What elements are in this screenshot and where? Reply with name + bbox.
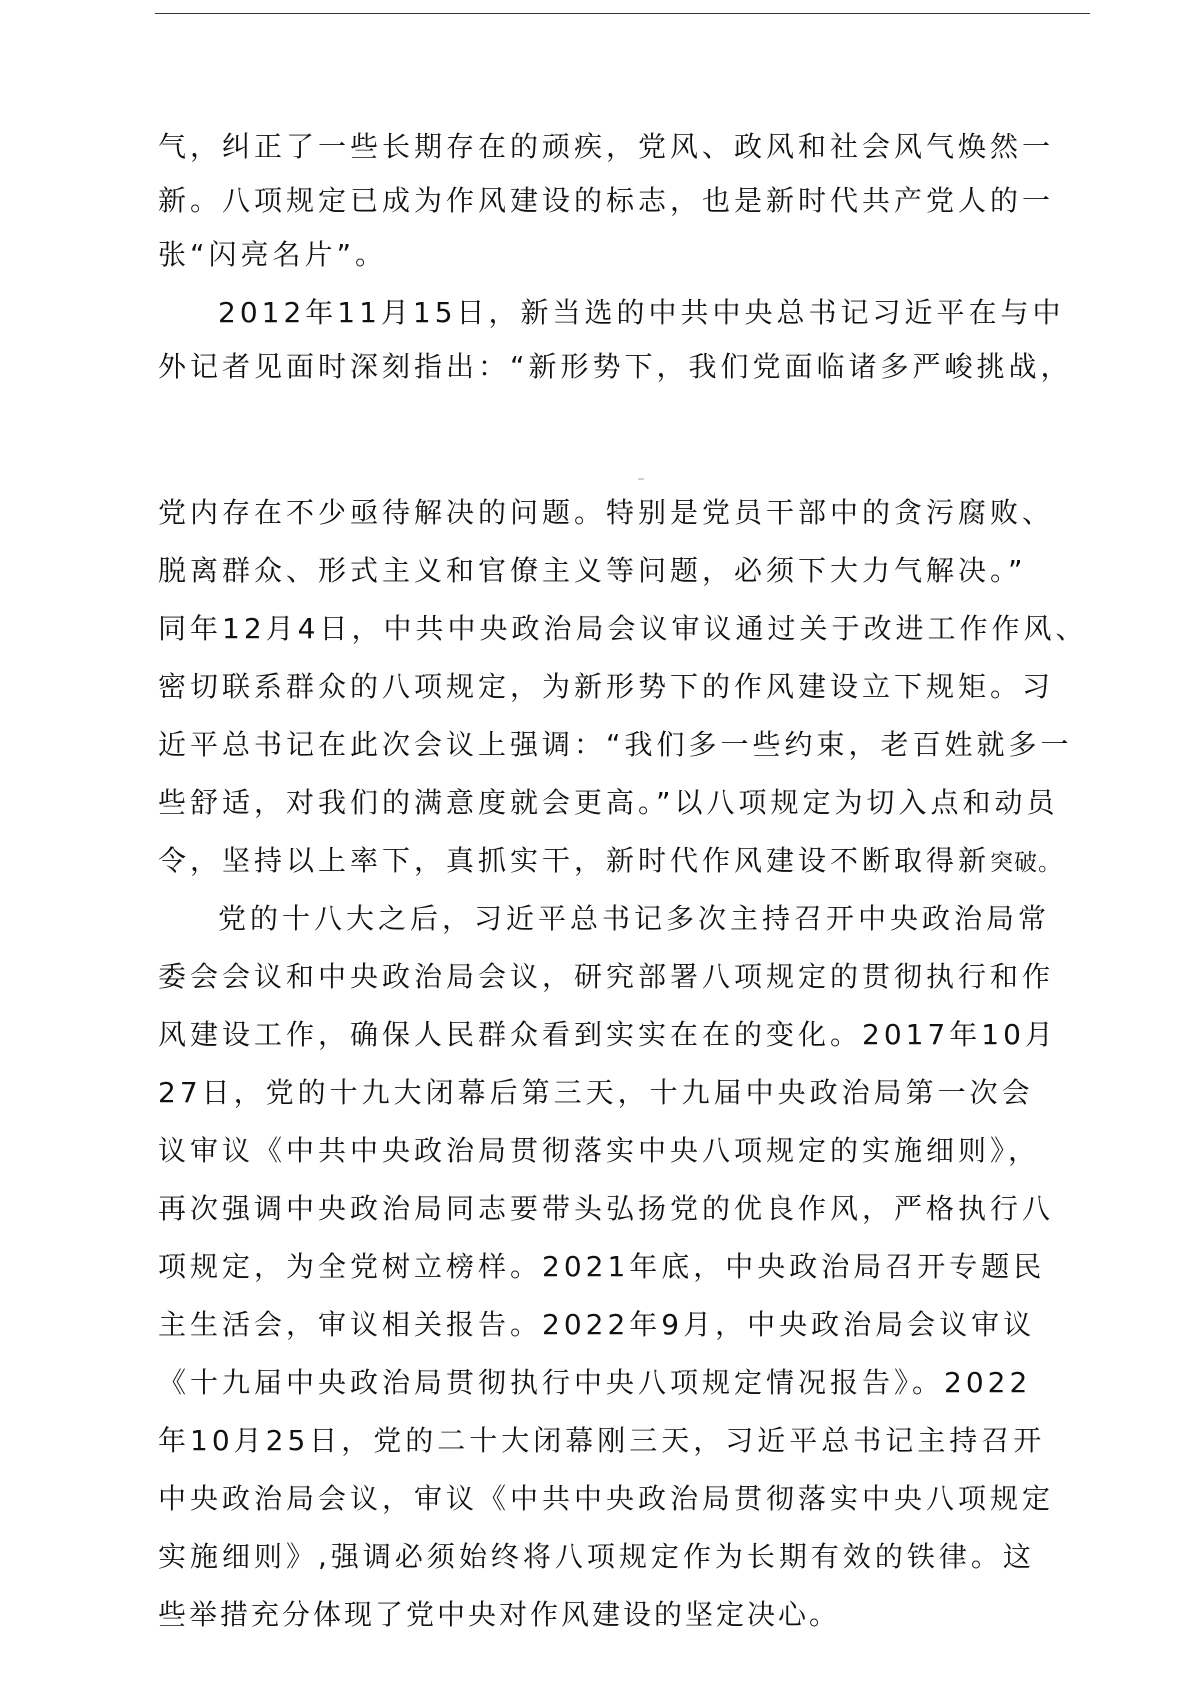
text-line: 近平总书记在此次会议上强调：“我们多一些约束，老百姓就多一 [158,728,1073,761]
text-line: 同年12月4日，中共中央政治局会议审议通过关于改进工作作风、 [158,612,1088,645]
text-line: 外记者见面时深刻指出：“新形势下，我们党面临诸多严峻挑战， [158,350,1073,383]
text-line: 2012年11月15日，新当选的中共中央总书记习近平在与中 [218,296,1065,329]
text-line: 《十九届中央政治局贯彻执行中央八项规定情况报告》。2022 [158,1366,1032,1399]
text-line: 气，纠正了一些长期存在的顽疾，党风、政风和社会风气焕然一 [158,130,1055,163]
header-rule [155,13,1090,14]
text-line: 党的十八大之后，习近平总书记多次主持召开中央政治局常 [218,902,1051,935]
text-segment: 令，坚持以上率下，真抓实干，新时代作风建设不断取得新 [158,844,991,877]
text-line: 脱离群众、形式主义和官僚主义等问题，必须下大力气解决。” [158,554,1027,587]
text-line: 27日，党的十九大闭幕后第三天，十九届中央政治局第一次会 [158,1076,1034,1109]
text-line: 主生活会，审议相关报告。2022年9月，中央政治局会议审议 [158,1308,1036,1341]
text-line: 新。八项规定已成为作风建设的标志，也是新时代共产党人的一 [158,184,1055,217]
text-line: 党内存在不少亟待解决的问题。特别是党员干部中的贪污腐败、 [158,496,1055,529]
text-line: 些举措充分体现了党中央对作风建设的坚定决心。 [158,1598,841,1631]
text-line [158,844,1062,880]
text-line: 议审议《中共中央政治局贯彻落实中央八项规定的实施细则》， [158,1134,1041,1167]
scan-mark [638,478,644,480]
text-line: 些舒适，对我们的满意度就会更高。”以八项规定为切入点和动员 [158,786,1059,819]
text-line: 再次强调中央政治局同志要带头弘扬党的优良作风，严格执行八 [158,1192,1055,1225]
text-line: 实施细则》,强调必须始终将八项规定作为长期有效的铁律。这 [158,1540,1035,1573]
text-line: 中央政治局会议，审议《中共中央政治局贯彻落实中央八项规定 [158,1482,1055,1515]
text-line: 项规定，为全党树立榜样。2021年底，中央政治局召开专题民 [158,1250,1046,1283]
text-line: 密切联系群众的八项规定，为新形势下的作风建设立下规矩。习 [158,670,1055,703]
text-line: 风建设工作，确保人民群众看到实实在在的变化。2017年10月 [158,1018,1057,1051]
text-segment-small: 突破。 [990,850,1063,876]
text-line: 委会会议和中央政治局会议，研究部署八项规定的贯彻执行和作 [158,960,1055,993]
text-line: 年10月25日，党的二十大闭幕刚三天，习近平总书记主持召开 [158,1424,1046,1457]
text-line: 张“闪亮名片”。 [158,238,388,271]
